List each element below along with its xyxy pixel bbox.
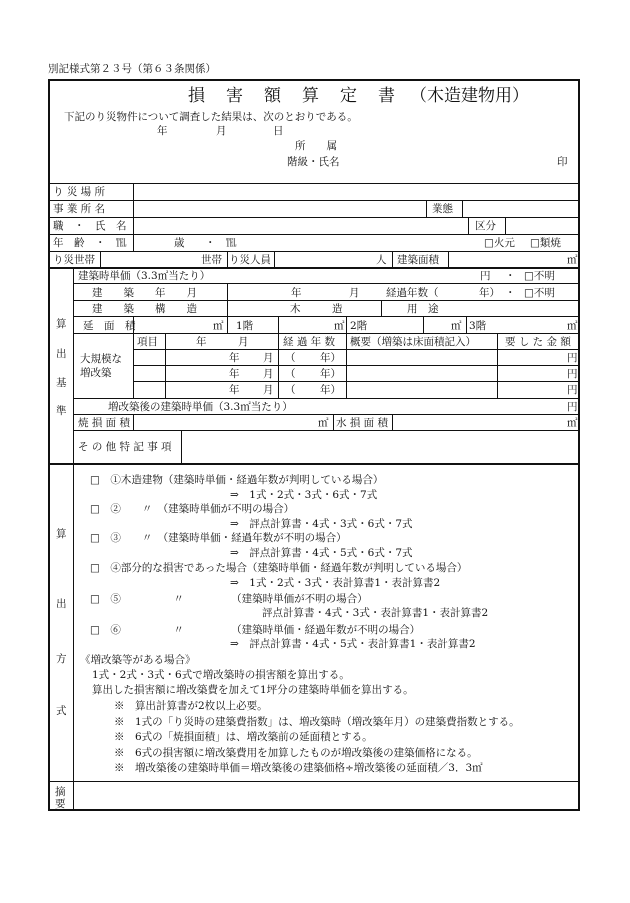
row2-paren: （ [285,368,296,380]
method-side-2: 出 [56,598,67,610]
rule [48,217,580,218]
basis-side-3: 基 [56,377,67,389]
method-line: ⇒ 評点計算書・4式・5式・表計算書1・表計算書2 [230,638,476,650]
fire-origin-checkbox[interactable]: □火元 [484,237,515,249]
rule [48,251,580,252]
burned-area-unit: ㎡ [318,417,329,429]
rule [48,463,580,465]
separator-dot: ・ [505,270,516,282]
elapsed-unknown-checkbox[interactable]: □不明 [524,287,555,299]
unit-price-yen: 円 [480,270,491,282]
row1-year: 年 [229,352,240,364]
spread-fire-checkbox[interactable]: □類焼 [530,237,561,249]
row3-month: 月 [263,384,274,396]
row3-paren: （ [285,384,296,396]
rule [227,251,228,267]
unit-price-unknown-checkbox[interactable]: □不明 [524,270,555,282]
method-line: □ ③ 〃 （建築時単価・経過年数が不明の場合） [90,532,347,544]
page-title: 損 害 額 算 定 書 [188,86,397,106]
rule [346,316,347,398]
row3-paren-close: 年） [320,384,341,396]
date-month: 月 [216,125,227,137]
tel-label: ・ ℡ [205,237,237,249]
after-price-yen: 円 [567,401,578,413]
floor-3-unit: ㎡ [567,320,578,332]
floor-area-label: 建築面積 [397,254,439,266]
burned-area-label: 焼 損 面 積 [78,417,131,429]
rule [48,183,580,184]
row2-paren-close: 年） [320,368,341,380]
floor-2-label: 2階 [350,320,368,332]
floor-area-unit: ㎡ [567,254,578,266]
form-number: 別記様式第２３号（第６３条関係） [48,63,216,75]
method-line: ⇒ 評点計算書・4式・5式・6式・7式 [230,547,413,559]
method-line: □ ⑤ 〃 （建築時単価が不明の場合） [90,593,368,605]
rule [505,217,506,234]
method-side-1: 算 [56,528,67,540]
rule [165,333,166,398]
method-line: ※ 6式の損害額に増改築費用を加算したものが増改築後の建築価格になる。 [114,747,478,759]
persons-label: り災人員 [229,254,271,266]
rule [448,251,449,267]
build-ym-label: 建 築 年 月 [92,287,197,299]
rule [333,414,334,430]
rule [73,333,580,334]
rule [73,267,74,463]
method-side-3: 方 [56,653,67,665]
rule [133,414,134,430]
persons-unit: 人 [376,254,387,266]
method-line: 《増改築等がある場合》 [80,654,196,666]
intro-text: 下記のり災物件について調査した結果は、次のとおりである。 [64,111,358,123]
method-line: ※ 増改築後の建築時単価＝増改築後の建築価格÷増改築後の延面積／3．3㎡ [114,762,483,774]
row3-yen: 円 [567,384,578,396]
total-area-unit: ㎡ [213,320,224,332]
method-line: ⇒ 1式・2式・3式・表計算書1・表計算書2 [230,577,441,589]
rule [73,414,580,415]
rule [73,463,74,781]
job-name-label: 職 ・ 氏 名 [53,220,127,232]
seal-label: 印 [557,156,568,168]
rule [423,316,424,333]
rule [392,251,393,267]
age-tel-label: 年 齢 ・ ℡ [53,237,127,249]
rule [133,349,580,350]
method-line: □ ①木造建物（建築時単価・経過年数が判明している場合） [90,474,384,486]
water-area-label: 水 損 面 積 [336,417,389,429]
page-title-sub: （木造建物用） [410,86,529,106]
row2-yen: 円 [567,368,578,380]
business-type-label: 業態 [432,203,453,215]
rule [381,300,382,316]
household-unit: 世帯 [201,254,222,266]
structure-label: 建 築 構 造 [92,303,197,315]
method-line: □ ② 〃 （建築時単価が不明の場合） [90,503,295,515]
rule [497,333,498,398]
rule [133,365,580,366]
rule [73,300,580,301]
row1-paren-close: 年） [320,352,341,364]
rule [133,183,134,251]
other-notes-label: そ の 他 特 記 事 項 [78,441,172,453]
col-elapsed: 経 過 年 数 [283,336,336,348]
floor-2-unit: ㎡ [451,320,462,332]
basis-side-2: 出 [56,348,67,360]
elapsed-close: 年） [479,287,500,299]
method-side-4: 式 [56,705,67,717]
row1-paren: （ [285,352,296,364]
rule [100,251,101,267]
extension-label: 大規模な 増改築 [80,353,122,379]
method-line: 算出した損害額に増改築費を加えて1坪分の建築時単価を算出する。 [92,684,414,696]
basis-side-1: 算 [56,318,67,330]
rule [73,398,580,399]
col-year-month: 年 月 [196,336,249,348]
after-price-label: 増改築後の建築時単価（3.3㎡当たり） [108,401,293,413]
rule [462,200,463,217]
rule [274,251,275,267]
structure-wooden: 木 造 [290,303,343,315]
method-line: ※ 1式の「り災時の建築費指数」は、増改築時（増改築年月）の建築費指数とする。 [114,716,520,728]
rule [48,200,580,201]
method-line: 評点計算書・4式・3式・表計算書1・表計算書2 [262,607,489,619]
rule [73,316,580,317]
row2-year: 年 [229,368,240,380]
basis-side-4: 準 [56,405,67,417]
col-amount: 要 し た 金 額 [505,336,571,348]
method-line: ⇒ 1式・2式・3式・6式・7式 [230,489,378,501]
business-name-label: 事 業 所 名 [53,203,106,215]
build-month-unit: 月 [349,287,360,299]
unit-price-label: 建築時単価（3.3㎡当たり） [78,270,211,282]
floor-1-label: 1階 [236,320,254,332]
summary-label: 摘 要 [55,786,66,810]
rule [392,414,393,430]
floor-1-unit: ㎡ [334,320,345,332]
method-line: □ ⑥ 〃 （建築時単価・経過年数が不明の場合） [90,624,421,636]
category-label: 区分 [475,220,496,232]
age-unit: 歳 [174,237,185,249]
method-line: □ ④部分的な損害であった場合（建築時単価・経過年数が判明している場合） [90,562,468,574]
col-summary: 概要（増築は床面積記入） [350,336,476,348]
rank-name-label: 階級・氏名 [287,156,340,168]
date-day: 日 [273,125,284,137]
rule [468,217,469,234]
rule [48,267,580,269]
col-item: 項目 [137,336,158,348]
rule [48,234,580,235]
row3-year: 年 [229,384,240,396]
rule [466,316,467,333]
office-label: 所 属 [295,140,337,152]
floor-3-label: 3階 [469,320,487,332]
water-area-unit: ㎡ [567,417,578,429]
row1-yen: 円 [567,352,578,364]
method-line: ※ 6式の「焼損面積」は、増改築前の延面積とする。 [114,731,373,743]
use-label: 用 途 [407,303,439,315]
elapsed-label: 経過年数（ [386,287,439,299]
rule [73,781,74,811]
method-line: ※ 算出計算書が2枚以上必要。 [114,700,268,712]
row1-month: 月 [263,352,274,364]
rule [48,781,580,782]
disaster-place-label: り 災 場 所 [53,186,106,198]
rule [227,283,228,333]
separator-dot: ・ [505,287,516,299]
total-area-label: 延 面 積 [83,320,136,332]
row2-month: 月 [263,368,274,380]
household-label: り災世帯 [53,254,95,266]
rule [73,283,580,284]
rule [133,381,580,382]
date-year: 年 [157,125,168,137]
rule [278,316,279,398]
rule [426,200,427,217]
method-line: ⇒ 評点計算書・4式・3式・6式・7式 [230,518,413,530]
build-year-unit: 年 [291,287,302,299]
method-line: 1式・2式・3式・6式で増改築時の損害額を算出する。 [92,669,350,681]
rule [181,430,182,463]
rule [73,430,580,431]
